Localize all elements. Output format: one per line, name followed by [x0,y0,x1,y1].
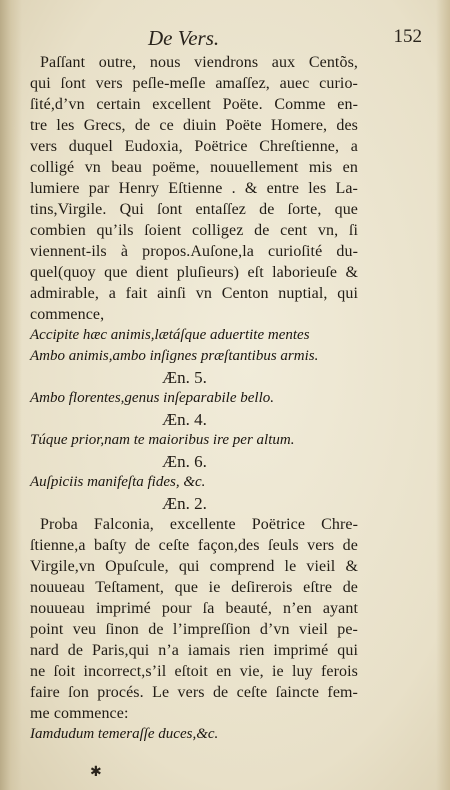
page-gutter-shadow [0,0,22,790]
text-line: Proba Falconia, excellente Poëtrice Chre- [40,516,358,533]
text-line: faire ſon procés. Le vers de ceſte ſaincte fem- [30,684,358,701]
text-line: colligé vn beau poëme, nouuellement mis en [30,159,358,176]
aeneid-reference: Æn. 2. [162,494,207,513]
text-line: nouueau imprimé pour ſa beauté, n’en ayant [30,600,358,617]
text-line: ſtienne,a baſty de ceſte façon,des ſeuls vers de [30,537,358,554]
page-text [30,52,358,745]
latin-quote-line: Auſpiciis manifeſta fides, &c. [30,474,206,490]
text-line: nard de Paris,qui n’a iamais rien imprimé qui [30,642,358,659]
text-line: combien qu’ils ſoient colligez de cent vn, ſi [30,222,358,239]
text-line: ne ſoit incorrect,s’il eſtoit en vie, ie luy ferois [30,663,358,680]
text-line: tins,Virgile. Qui ſont entaſſez de ſorte, que [30,201,358,218]
latin-quote-line: Iamdudum temeraſſe duces,&c. [30,726,219,742]
text-line: nouueau Teſtament, que ie deſirerois eſtre de [30,579,358,596]
text-line: ſité,d’vn certain excellent Poëte. Comme en- [30,96,358,113]
text-line: quel(quoy que dient pluſieurs) eſt laborieuſe & [30,264,358,281]
page-header [30,26,422,52]
aeneid-reference: Æn. 4. [162,410,207,429]
aeneid-reference: Æn. 6. [162,452,207,471]
latin-quote-line: Túque prior,nam te maioribus ire per altum. [30,432,295,448]
ornament-mark: ✱ [90,765,102,780]
text-line: Virgile,vn Opuſcule, qui comprend le vieil & [30,558,358,575]
text-line: Paſſant outre, nous viendrons aux Centõs, [40,54,358,71]
aeneid-reference: Æn. 5. [162,368,207,387]
page-edge-shadow [436,0,450,790]
running-title: De Vers. [148,26,220,50]
text-line: vers duquel Eudoxia, Poëtrice Chreſtienne, a [30,138,358,155]
text-line: viennent-ils à propos.Auſone,la curioſité du- [30,243,358,260]
text-line: commence, [30,306,105,323]
text-line: point veu ſinon de l’impreſſion d’vn vieil pe- [30,621,358,638]
text-line: admirable, a fait ainſi vn Centon nuptial, qui [30,285,358,302]
page-number: 152 [393,26,422,47]
text-line: lumiere par Henry Eſtienne . & entre les La- [30,180,358,197]
latin-quote-line: Accipite hæc animis,lætáſque aduertite mentes [30,327,310,343]
text-line: tre les Grecs, de ce diuin Poëte Homere, des [30,117,358,134]
text-line: me commence: [30,705,129,722]
text-line: qui ſont vers peſle-meſle amaſſez, auec curio- [30,75,358,92]
latin-quote-line: Ambo animis,ambo inſignes præſtantibus armis. [30,348,319,364]
latin-quote-line: Ambo florentes,genus inſeparabile bello. [30,390,274,406]
